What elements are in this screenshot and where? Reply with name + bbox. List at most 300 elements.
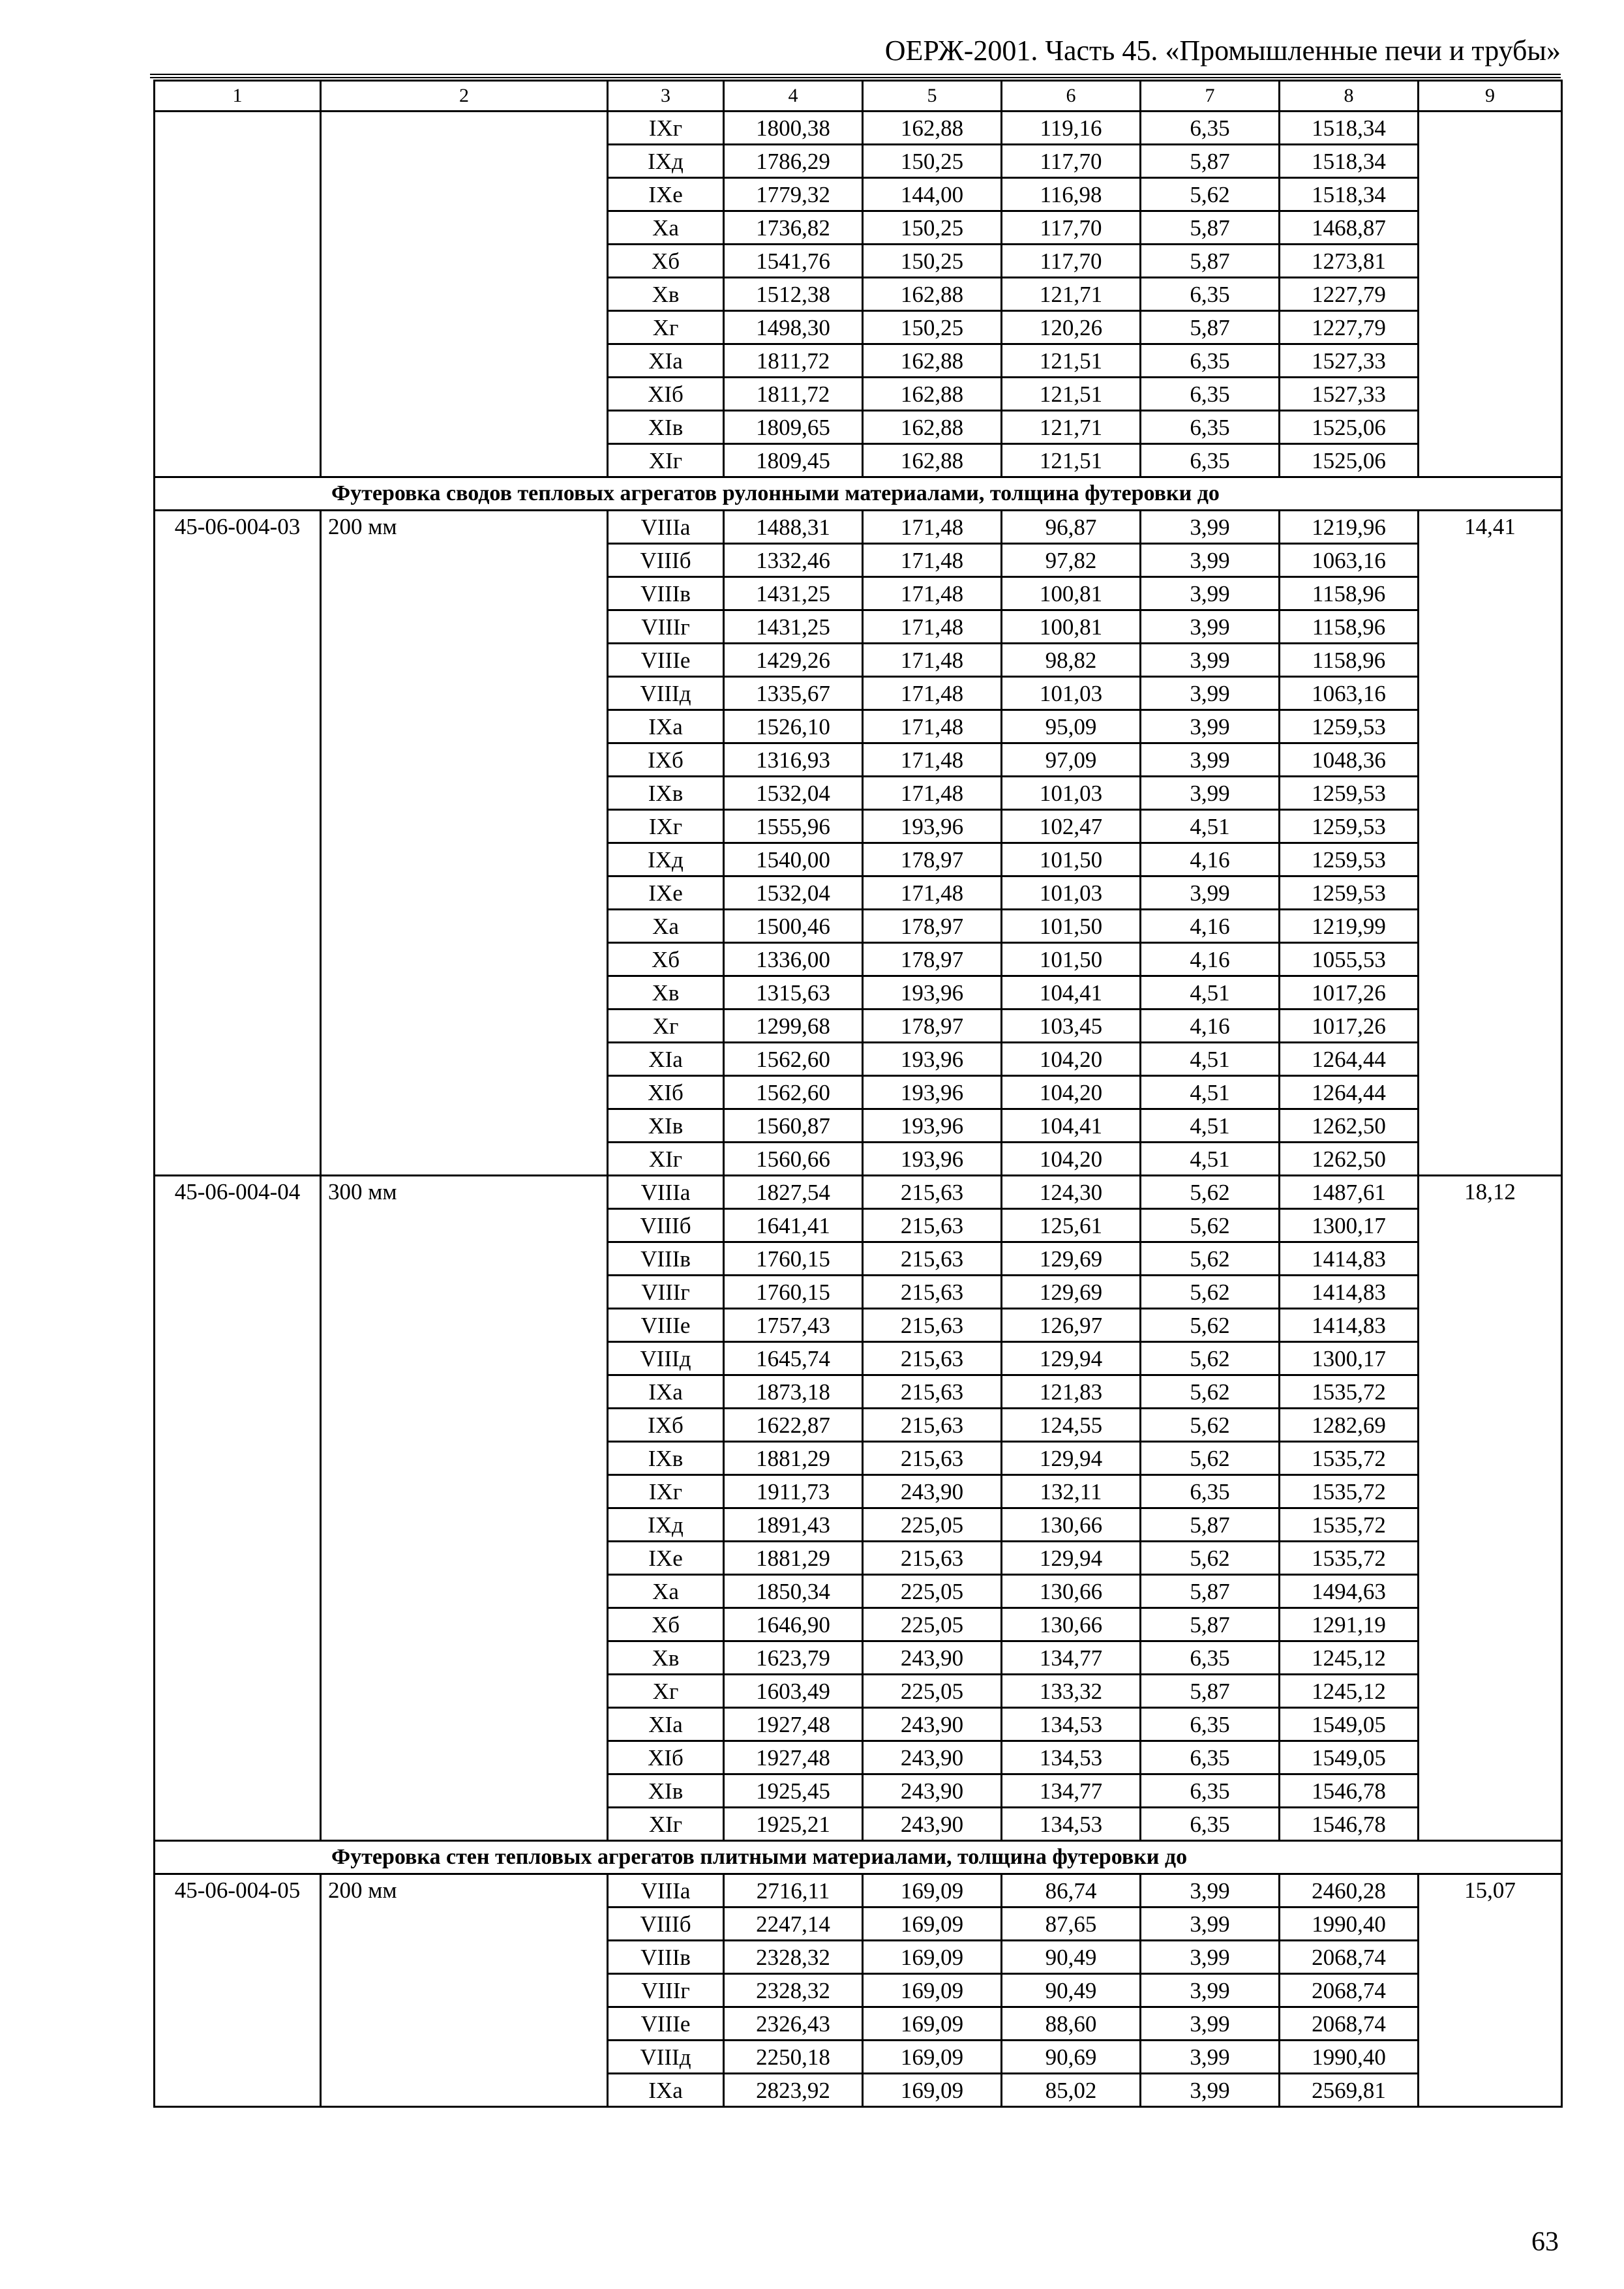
region-zone: Xв — [608, 278, 724, 311]
direct-costs: 1336,00 — [724, 943, 863, 976]
machine-costs: 103,45 — [1002, 1010, 1141, 1043]
direct-costs: 1911,73 — [724, 1475, 863, 1508]
materials-cost: 1055,53 — [1280, 943, 1419, 976]
direct-costs: 1757,43 — [724, 1309, 863, 1342]
worker-wages: 169,09 — [863, 2041, 1002, 2074]
machine-costs: 90,49 — [1002, 1974, 1141, 2007]
machine-costs: 132,11 — [1002, 1475, 1141, 1508]
worker-wages: 243,90 — [863, 1774, 1002, 1808]
machinist-wages: 4,16 — [1141, 843, 1280, 876]
header-double-rule — [150, 74, 1561, 78]
materials-cost: 1990,40 — [1280, 2041, 1419, 2074]
worker-wages: 150,25 — [863, 145, 1002, 178]
region-zone: XIг — [608, 444, 724, 477]
machinist-wages: 3,99 — [1141, 610, 1280, 644]
materials-cost: 1535,72 — [1280, 1375, 1419, 1409]
machinist-wages: 5,62 — [1141, 1375, 1280, 1409]
machine-costs: 134,53 — [1002, 1708, 1141, 1741]
materials-cost: 1291,19 — [1280, 1608, 1419, 1641]
machinist-wages: 3,99 — [1141, 2007, 1280, 2041]
machinist-wages: 3,99 — [1141, 577, 1280, 610]
direct-costs: 1555,96 — [724, 810, 863, 843]
direct-costs: 1512,38 — [724, 278, 863, 311]
worker-wages: 169,09 — [863, 1941, 1002, 1974]
labor-rate: 18,12 — [1419, 1176, 1562, 1841]
machinist-wages: 3,99 — [1141, 1908, 1280, 1941]
materials-cost: 1990,40 — [1280, 1908, 1419, 1941]
machinist-wages: 6,35 — [1141, 378, 1280, 411]
column-number-cell: 9 — [1419, 81, 1562, 112]
materials-cost: 1518,34 — [1280, 112, 1419, 145]
worker-wages: 171,48 — [863, 644, 1002, 677]
machine-costs: 121,71 — [1002, 411, 1141, 444]
worker-wages: 169,09 — [863, 1974, 1002, 2007]
region-zone: XIв — [608, 411, 724, 444]
region-zone: VIIIа — [608, 1874, 724, 1908]
region-zone: VIIIв — [608, 1941, 724, 1974]
machinist-wages: 3,99 — [1141, 644, 1280, 677]
machinist-wages: 3,99 — [1141, 544, 1280, 577]
direct-costs: 1560,87 — [724, 1109, 863, 1143]
region-zone: Xа — [608, 211, 724, 245]
region-zone: VIIIб — [608, 1209, 724, 1242]
worker-wages: 171,48 — [863, 577, 1002, 610]
table-row — [155, 112, 1562, 145]
machinist-wages: 6,35 — [1141, 278, 1280, 311]
direct-costs: 1800,38 — [724, 112, 863, 145]
machine-costs: 87,65 — [1002, 1908, 1141, 1941]
direct-costs: 1429,26 — [724, 644, 863, 677]
direct-costs: 1488,31 — [724, 511, 863, 544]
region-zone: VIIIг — [608, 1974, 724, 2007]
direct-costs: 1786,29 — [724, 145, 863, 178]
machine-costs: 101,50 — [1002, 910, 1141, 943]
direct-costs: 1927,48 — [724, 1741, 863, 1774]
direct-costs: 1560,66 — [724, 1143, 863, 1176]
direct-costs: 1315,63 — [724, 976, 863, 1010]
column-number-cell: 8 — [1280, 81, 1419, 112]
region-zone: Xа — [608, 910, 724, 943]
worker-wages: 215,63 — [863, 1176, 1002, 1209]
direct-costs: 2716,11 — [724, 1874, 863, 1908]
materials-cost: 1414,83 — [1280, 1276, 1419, 1309]
direct-costs: 1335,67 — [724, 677, 863, 710]
direct-costs: 2328,32 — [724, 1974, 863, 2007]
machinist-wages: 6,35 — [1141, 1475, 1280, 1508]
worker-wages: 193,96 — [863, 1076, 1002, 1109]
direct-costs: 1332,46 — [724, 544, 863, 577]
region-zone: IXг — [608, 112, 724, 145]
machine-costs: 85,02 — [1002, 2074, 1141, 2107]
materials-cost: 1262,50 — [1280, 1143, 1419, 1176]
worker-wages: 243,90 — [863, 1808, 1002, 1841]
region-zone: Xг — [608, 311, 724, 344]
materials-cost: 2068,74 — [1280, 1941, 1419, 1974]
worker-wages: 178,97 — [863, 1010, 1002, 1043]
direct-costs: 1316,93 — [724, 743, 863, 777]
materials-cost: 1264,44 — [1280, 1043, 1419, 1076]
region-zone: VIIIв — [608, 1242, 724, 1276]
region-zone: XIб — [608, 378, 724, 411]
materials-cost: 1219,99 — [1280, 910, 1419, 943]
direct-costs: 1736,82 — [724, 211, 863, 245]
worker-wages: 178,97 — [863, 843, 1002, 876]
column-number-cell: 3 — [608, 81, 724, 112]
direct-costs: 1431,25 — [724, 610, 863, 644]
worker-wages: 215,63 — [863, 1276, 1002, 1309]
machine-costs: 124,55 — [1002, 1409, 1141, 1442]
machinist-wages: 5,62 — [1141, 1542, 1280, 1575]
direct-costs: 1927,48 — [724, 1708, 863, 1741]
worker-wages: 243,90 — [863, 1741, 1002, 1774]
machinist-wages: 5,62 — [1141, 1276, 1280, 1309]
norm-code: 45-06-004-04 — [155, 1176, 321, 1841]
worker-wages: 144,00 — [863, 178, 1002, 211]
machine-costs: 129,69 — [1002, 1242, 1141, 1276]
direct-costs: 1850,34 — [724, 1575, 863, 1608]
machine-costs: 130,66 — [1002, 1575, 1141, 1608]
direct-costs: 1541,76 — [724, 245, 863, 278]
machine-costs: 101,03 — [1002, 677, 1141, 710]
materials-cost: 1525,06 — [1280, 444, 1419, 477]
materials-cost: 1158,96 — [1280, 610, 1419, 644]
materials-cost: 1527,33 — [1280, 378, 1419, 411]
materials-cost: 1546,78 — [1280, 1808, 1419, 1841]
machinist-wages: 5,87 — [1141, 311, 1280, 344]
machine-costs: 90,69 — [1002, 2041, 1141, 2074]
region-zone: VIIIа — [608, 1176, 724, 1209]
materials-cost: 1535,72 — [1280, 1508, 1419, 1542]
region-zone: Xг — [608, 1010, 724, 1043]
direct-costs: 1811,72 — [724, 378, 863, 411]
direct-costs: 1526,10 — [724, 710, 863, 743]
direct-costs: 1809,45 — [724, 444, 863, 477]
direct-costs: 2247,14 — [724, 1908, 863, 1941]
machine-costs: 126,97 — [1002, 1309, 1141, 1342]
machinist-wages: 5,62 — [1141, 1209, 1280, 1242]
materials-cost: 1259,53 — [1280, 876, 1419, 910]
direct-costs: 1562,60 — [724, 1076, 863, 1109]
worker-wages: 162,88 — [863, 278, 1002, 311]
table-row — [155, 1874, 1562, 1908]
region-zone: VIIIе — [608, 1309, 724, 1342]
machinist-wages: 5,62 — [1141, 1342, 1280, 1375]
worker-wages: 193,96 — [863, 976, 1002, 1010]
machine-costs: 104,20 — [1002, 1043, 1141, 1076]
machinist-wages: 4,51 — [1141, 1109, 1280, 1143]
machine-costs: 104,41 — [1002, 1109, 1141, 1143]
materials-cost: 1487,61 — [1280, 1176, 1419, 1209]
machinist-wages: 3,99 — [1141, 2041, 1280, 2074]
materials-cost: 1414,83 — [1280, 1309, 1419, 1342]
worker-wages: 193,96 — [863, 1043, 1002, 1076]
machine-costs: 102,47 — [1002, 810, 1141, 843]
machinist-wages: 6,35 — [1141, 1774, 1280, 1808]
region-zone: Xв — [608, 1641, 724, 1675]
machine-costs: 121,83 — [1002, 1375, 1141, 1409]
direct-costs: 1641,41 — [724, 1209, 863, 1242]
page-header-title: ОЕРЖ-2001. Часть 45. «Промышленные печи и трубы» — [884, 35, 1561, 67]
column-number-cell: 2 — [321, 81, 608, 112]
column-number-cell: 6 — [1002, 81, 1141, 112]
machinist-wages: 5,87 — [1141, 1575, 1280, 1608]
materials-cost: 1535,72 — [1280, 1542, 1419, 1575]
machine-costs: 129,94 — [1002, 1442, 1141, 1475]
worker-wages: 169,09 — [863, 1908, 1002, 1941]
materials-cost: 1525,06 — [1280, 411, 1419, 444]
machine-costs: 129,94 — [1002, 1542, 1141, 1575]
direct-costs: 1540,00 — [724, 843, 863, 876]
region-zone: Xб — [608, 1608, 724, 1641]
region-zone: Xв — [608, 976, 724, 1010]
region-zone: Xа — [608, 1575, 724, 1608]
worker-wages: 171,48 — [863, 544, 1002, 577]
direct-costs: 1760,15 — [724, 1242, 863, 1276]
direct-costs: 1562,60 — [724, 1043, 863, 1076]
materials-cost: 1300,17 — [1280, 1342, 1419, 1375]
machine-costs: 97,82 — [1002, 544, 1141, 577]
machinist-wages: 5,87 — [1141, 1508, 1280, 1542]
region-zone: IXа — [608, 2074, 724, 2107]
region-zone: VIIIд — [608, 1342, 724, 1375]
machine-costs: 104,20 — [1002, 1076, 1141, 1109]
materials-cost: 1535,72 — [1280, 1442, 1419, 1475]
section-title: Футеровка сводов тепловых агрегатов рулонными материалами, толщина футеровки до — [155, 477, 1562, 511]
worker-wages: 178,97 — [863, 910, 1002, 943]
region-zone: VIIIб — [608, 1908, 724, 1941]
worker-wages: 169,09 — [863, 2074, 1002, 2107]
machine-costs: 120,26 — [1002, 311, 1141, 344]
worker-wages: 215,63 — [863, 1375, 1002, 1409]
machine-costs: 134,53 — [1002, 1741, 1141, 1774]
region-zone: XIб — [608, 1741, 724, 1774]
labor-rate: 15,07 — [1419, 1874, 1562, 2107]
region-zone: Xб — [608, 245, 724, 278]
section-title-row — [155, 477, 1562, 511]
machine-costs: 129,69 — [1002, 1276, 1141, 1309]
region-zone: XIг — [608, 1143, 724, 1176]
machine-costs: 116,98 — [1002, 178, 1141, 211]
region-zone: XIа — [608, 344, 724, 378]
worker-wages: 162,88 — [863, 378, 1002, 411]
materials-cost: 1264,44 — [1280, 1076, 1419, 1109]
machine-costs: 88,60 — [1002, 2007, 1141, 2041]
materials-cost: 2068,74 — [1280, 2007, 1419, 2041]
machine-costs: 117,70 — [1002, 211, 1141, 245]
materials-cost: 2460,28 — [1280, 1874, 1419, 1908]
materials-cost: 1494,63 — [1280, 1575, 1419, 1608]
region-zone: VIIIд — [608, 2041, 724, 2074]
lining-thickness: 300 мм — [321, 1176, 608, 1841]
region-zone: VIIIв — [608, 577, 724, 610]
region-zone: IXг — [608, 1475, 724, 1508]
table-row — [155, 511, 1562, 544]
region-zone: VIIIд — [608, 677, 724, 710]
worker-wages: 225,05 — [863, 1675, 1002, 1708]
direct-costs: 1891,43 — [724, 1508, 863, 1542]
materials-cost: 1017,26 — [1280, 976, 1419, 1010]
region-zone: IXе — [608, 1542, 724, 1575]
direct-costs: 1299,68 — [724, 1010, 863, 1043]
materials-cost: 1273,81 — [1280, 245, 1419, 278]
worker-wages: 150,25 — [863, 311, 1002, 344]
machinist-wages: 3,99 — [1141, 710, 1280, 743]
materials-cost: 1414,83 — [1280, 1242, 1419, 1276]
direct-costs: 1925,45 — [724, 1774, 863, 1808]
machinist-wages: 5,87 — [1141, 145, 1280, 178]
machine-costs: 121,51 — [1002, 344, 1141, 378]
materials-cost: 1259,53 — [1280, 810, 1419, 843]
materials-cost: 1262,50 — [1280, 1109, 1419, 1143]
region-zone: IXв — [608, 1442, 724, 1475]
machine-costs: 104,41 — [1002, 976, 1141, 1010]
machinist-wages: 6,35 — [1141, 444, 1280, 477]
direct-costs: 1881,29 — [724, 1442, 863, 1475]
labor-rate: 14,41 — [1419, 511, 1562, 1176]
machinist-wages: 4,51 — [1141, 810, 1280, 843]
machine-costs: 125,61 — [1002, 1209, 1141, 1242]
worker-wages: 193,96 — [863, 1109, 1002, 1143]
worker-wages: 171,48 — [863, 677, 1002, 710]
machine-costs: 134,77 — [1002, 1774, 1141, 1808]
lining-thickness — [321, 112, 608, 477]
column-number-cell: 5 — [863, 81, 1002, 112]
worker-wages: 215,63 — [863, 1409, 1002, 1442]
machinist-wages: 6,35 — [1141, 344, 1280, 378]
machinist-wages: 4,51 — [1141, 1043, 1280, 1076]
machinist-wages: 5,62 — [1141, 1442, 1280, 1475]
machine-costs: 101,03 — [1002, 876, 1141, 910]
worker-wages: 215,63 — [863, 1442, 1002, 1475]
machinist-wages: 3,99 — [1141, 743, 1280, 777]
materials-cost: 1259,53 — [1280, 777, 1419, 810]
materials-cost: 1245,12 — [1280, 1641, 1419, 1675]
column-number-cell: 7 — [1141, 81, 1280, 112]
materials-cost: 1158,96 — [1280, 644, 1419, 677]
worker-wages: 171,48 — [863, 610, 1002, 644]
materials-cost: 1219,96 — [1280, 511, 1419, 544]
section-title: Футеровка стен тепловых агрегатов плитными материалами, толщина футеровки до — [155, 1841, 1562, 1874]
machinist-wages: 4,16 — [1141, 943, 1280, 976]
region-zone: IXв — [608, 777, 724, 810]
machine-costs: 104,20 — [1002, 1143, 1141, 1176]
region-zone: VIIIг — [608, 1276, 724, 1309]
machinist-wages: 5,87 — [1141, 245, 1280, 278]
machine-costs: 121,51 — [1002, 378, 1141, 411]
lining-thickness: 200 мм — [321, 1874, 608, 2107]
machinist-wages: 3,99 — [1141, 876, 1280, 910]
direct-costs: 1623,79 — [724, 1641, 863, 1675]
region-zone: IXа — [608, 1375, 724, 1409]
worker-wages: 225,05 — [863, 1508, 1002, 1542]
region-zone: IXд — [608, 145, 724, 178]
region-zone: IXд — [608, 1508, 724, 1542]
worker-wages: 171,48 — [863, 777, 1002, 810]
materials-cost: 1227,79 — [1280, 278, 1419, 311]
machinist-wages: 5,87 — [1141, 1675, 1280, 1708]
machine-costs: 121,51 — [1002, 444, 1141, 477]
worker-wages: 171,48 — [863, 876, 1002, 910]
region-zone: IXе — [608, 876, 724, 910]
machinist-wages: 5,62 — [1141, 1242, 1280, 1276]
machine-costs: 98,82 — [1002, 644, 1141, 677]
worker-wages: 243,90 — [863, 1475, 1002, 1508]
table-row — [155, 1176, 1562, 1209]
machinist-wages: 5,87 — [1141, 1608, 1280, 1641]
column-number-row — [155, 81, 1562, 112]
machine-costs: 133,32 — [1002, 1675, 1141, 1708]
direct-costs: 2326,43 — [724, 2007, 863, 2041]
machine-costs: 96,87 — [1002, 511, 1141, 544]
materials-cost: 1549,05 — [1280, 1708, 1419, 1741]
page-number: 63 — [1531, 2227, 1559, 2257]
direct-costs: 1622,87 — [724, 1409, 863, 1442]
worker-wages: 215,63 — [863, 1342, 1002, 1375]
direct-costs: 1779,32 — [724, 178, 863, 211]
direct-costs: 1881,29 — [724, 1542, 863, 1575]
worker-wages: 225,05 — [863, 1575, 1002, 1608]
region-zone: IXд — [608, 843, 724, 876]
direct-costs: 1532,04 — [724, 777, 863, 810]
column-number-cell: 1 — [155, 81, 321, 112]
materials-cost: 1063,16 — [1280, 544, 1419, 577]
norm-code — [155, 112, 321, 477]
worker-wages: 162,88 — [863, 444, 1002, 477]
machine-costs: 121,71 — [1002, 278, 1141, 311]
direct-costs: 1498,30 — [724, 311, 863, 344]
machine-costs: 117,70 — [1002, 145, 1141, 178]
region-zone: IXе — [608, 178, 724, 211]
machinist-wages: 3,99 — [1141, 2074, 1280, 2107]
machinist-wages: 6,35 — [1141, 112, 1280, 145]
machinist-wages: 3,99 — [1141, 777, 1280, 810]
worker-wages: 193,96 — [863, 810, 1002, 843]
machinist-wages: 5,62 — [1141, 1409, 1280, 1442]
machine-costs: 86,74 — [1002, 1874, 1141, 1908]
machinist-wages: 6,35 — [1141, 1641, 1280, 1675]
materials-cost: 1518,34 — [1280, 145, 1419, 178]
machine-costs: 100,81 — [1002, 577, 1141, 610]
machine-costs: 134,77 — [1002, 1641, 1141, 1675]
worker-wages: 162,88 — [863, 112, 1002, 145]
machine-costs: 134,53 — [1002, 1808, 1141, 1841]
worker-wages: 215,63 — [863, 1209, 1002, 1242]
machine-costs: 130,66 — [1002, 1608, 1141, 1641]
worker-wages: 225,05 — [863, 1608, 1002, 1641]
materials-cost: 1017,26 — [1280, 1010, 1419, 1043]
materials-cost: 1546,78 — [1280, 1774, 1419, 1808]
lining-thickness: 200 мм — [321, 511, 608, 1176]
region-zone: Xб — [608, 943, 724, 976]
direct-costs: 1925,21 — [724, 1808, 863, 1841]
materials-cost: 1300,17 — [1280, 1209, 1419, 1242]
worker-wages: 243,90 — [863, 1708, 1002, 1741]
region-zone: VIIIг — [608, 610, 724, 644]
direct-costs: 1827,54 — [724, 1176, 863, 1209]
machinist-wages: 6,35 — [1141, 1708, 1280, 1741]
region-zone: VIIIе — [608, 644, 724, 677]
direct-costs: 1431,25 — [724, 577, 863, 610]
region-zone: XIа — [608, 1043, 724, 1076]
region-zone: VIIIе — [608, 2007, 724, 2041]
materials-cost: 1158,96 — [1280, 577, 1419, 610]
worker-wages: 150,25 — [863, 245, 1002, 278]
worker-wages: 171,48 — [863, 710, 1002, 743]
machinist-wages: 3,99 — [1141, 1874, 1280, 1908]
direct-costs: 1760,15 — [724, 1276, 863, 1309]
materials-cost: 1259,53 — [1280, 710, 1419, 743]
column-number-cell: 4 — [724, 81, 863, 112]
